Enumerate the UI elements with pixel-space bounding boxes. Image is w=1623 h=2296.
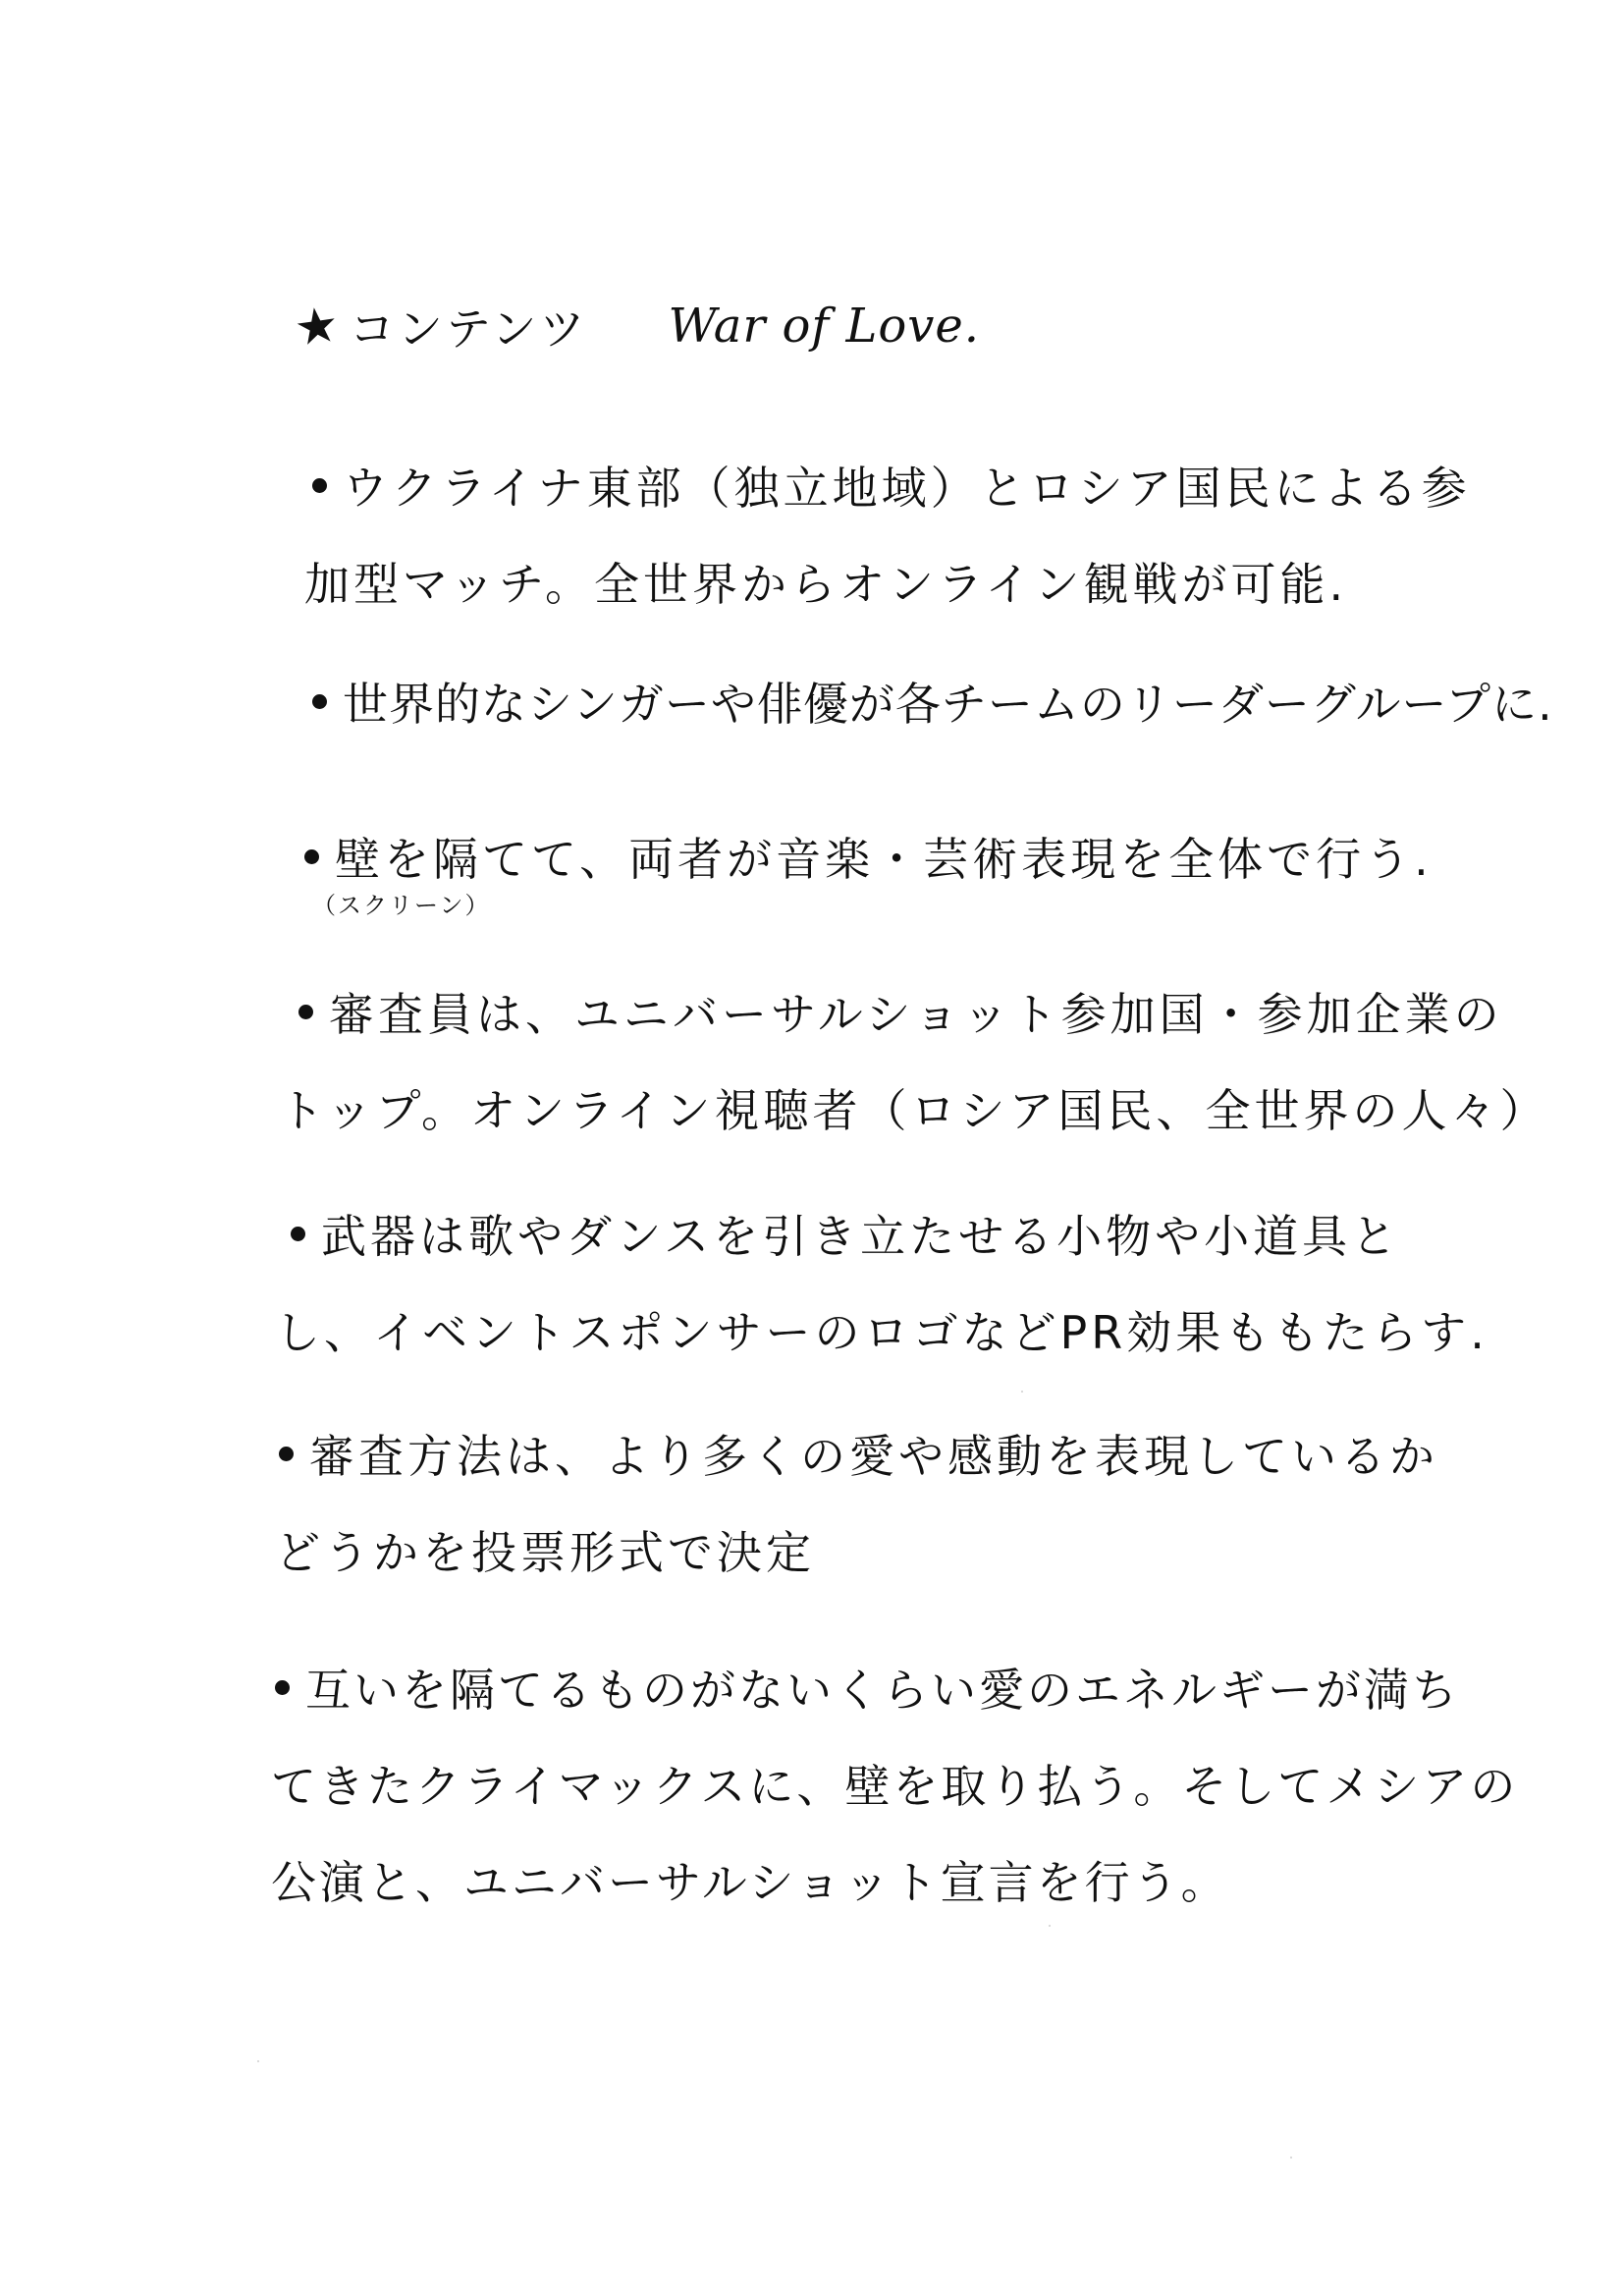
bullet-7-line-2: てきたクライマックスに、壁を取り払う。そしてメシアの	[271, 1760, 1519, 1813]
paper-speck	[1290, 2157, 1292, 2159]
paper-speck	[257, 2060, 259, 2062]
bullet-5-line-2: し、イベントスポンサーのロゴなどPR効果ももたらす.	[275, 1306, 1488, 1359]
bullet-4-line-2: トップ。オンライン視聴者（ロシア国民、全世界の人々）	[279, 1084, 1549, 1137]
bullet-dot-icon	[279, 1447, 294, 1461]
screen-ruby-annotation: （スクリーン）	[312, 892, 491, 919]
bullet-7-line-1: 互いを隔てるものがないくらい愛のエネルギーが満ち	[305, 1664, 1460, 1717]
bullet-item-5	[275, 1188, 1488, 1381]
bullet-7-line-3: 公演と、ユニバーサルショット宣言を行う。	[271, 1856, 1229, 1909]
bullet-3-line-1: 壁を隔てて、両者が音楽・芸術表現を全体で行う.	[335, 833, 1433, 886]
bullet-dot-icon	[312, 694, 327, 709]
bullet-item-2	[312, 656, 1553, 752]
heading-title: War of Love.	[668, 299, 980, 354]
bullet-6-line-2: どうかを投票形式で決定	[275, 1526, 815, 1579]
bullet-item-7	[271, 1642, 1519, 1931]
bullet-dot-icon	[275, 1680, 290, 1695]
paper-speck	[1021, 1391, 1023, 1393]
bullet-dot-icon	[312, 478, 327, 493]
bullet-item-6	[275, 1408, 1438, 1601]
star-icon: ★	[291, 294, 346, 358]
paper-speck	[1049, 1925, 1051, 1927]
contents-heading	[291, 287, 980, 365]
bullet-item-1	[304, 440, 1471, 632]
bullet-1-line-2: 加型マッチ。全世界からオンライン観戦が可能.	[304, 558, 1348, 611]
bullet-5-line-1: 武器は歌やダンスを引き立たせる小物や小道具と	[321, 1210, 1401, 1263]
bullet-dot-icon	[298, 1005, 313, 1019]
bullet-2-line-1: 世界的なシンガーや俳優が各チームのリーダーグループに.	[343, 678, 1553, 731]
bullet-4-line-1: 審査員は、ユニバーサルショット参加国・参加企業の	[329, 988, 1503, 1041]
heading-contents-label: コンテンツ	[349, 302, 588, 355]
bullet-dot-icon	[291, 1227, 305, 1241]
bullet-6-line-1: 審査方法は、より多くの愛や感動を表現しているか	[309, 1430, 1438, 1483]
bullet-dot-icon	[304, 849, 319, 864]
bullet-item-4	[279, 966, 1549, 1159]
bullet-1-line-1: ウクライナ東部（独立地域）とロシア国民による参	[343, 462, 1471, 515]
